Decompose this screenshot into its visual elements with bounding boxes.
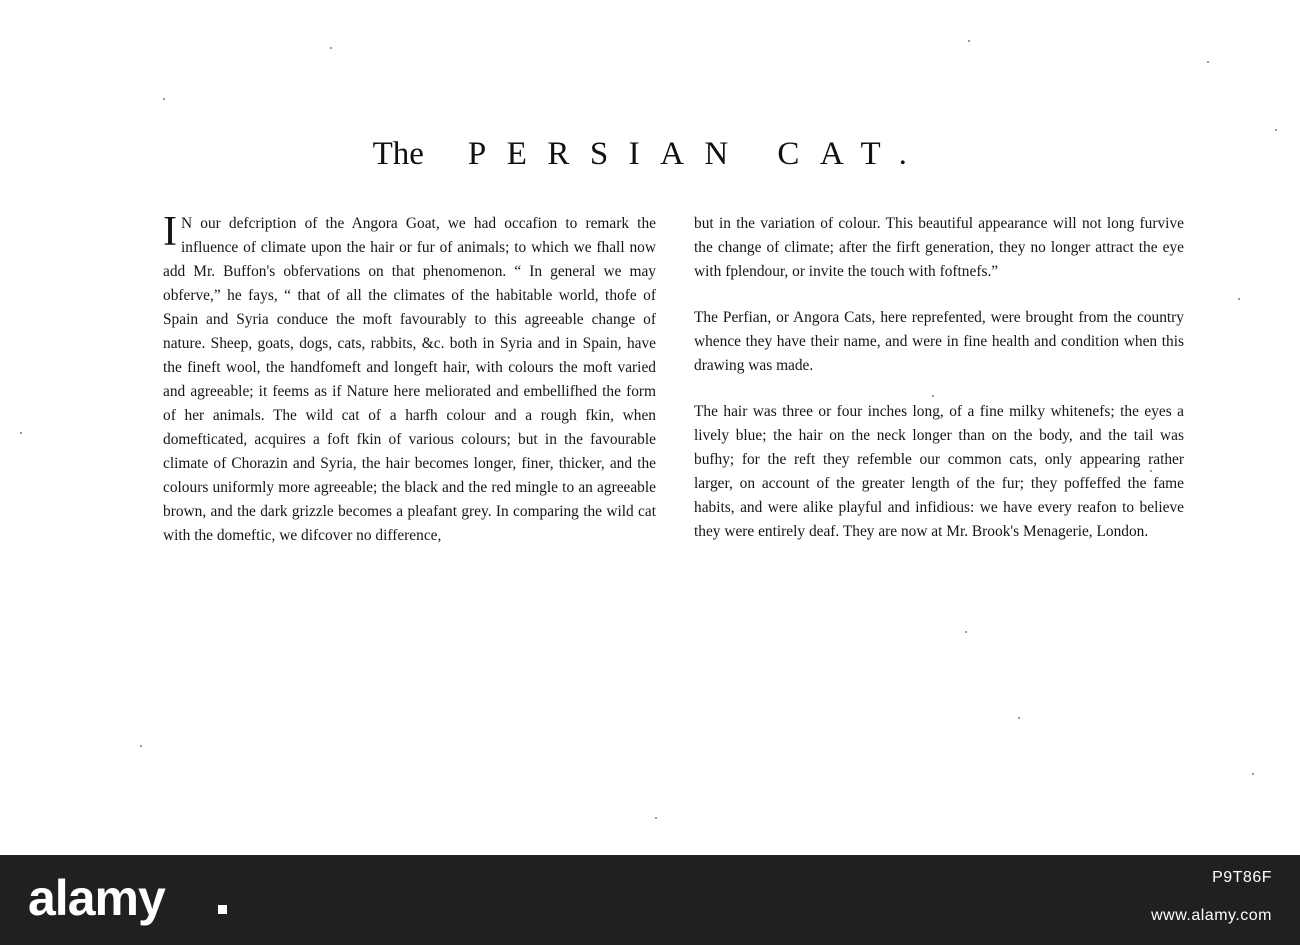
paper-speck [330,47,332,49]
paper-speck [1150,470,1152,472]
paper-speck [20,432,22,434]
right-paragraph-origin: The Perfian, or Angora Cats, here reprefented, were brought from the country whence they have their name, and were in fine health and condition when this drawing was made. [694,309,1184,374]
site-url: www.alamy.com [1151,907,1272,924]
left-paragraph [163,209,656,548]
paper-speck [163,98,165,100]
right-paragraph-description: The hair was three or four inches long, of a fine milky whitenefs; the eyes a lively blue; the hair on the neck longer than on the body, and the tail was bufhy; for the reft they refemble our common cats, only appearing rather larger, on account of the greater length of the fur; they poffeffed the fame habits, and were alike playful and infidious: we have every reafon to believe they were entirely deaf. They are now at Mr. Brook's Menagerie, London. [694,403,1184,540]
logo-square-icon [218,905,227,914]
paper-speck [140,745,142,747]
right-paragraph-continuation: but in the variation of colour. This beautiful appearance will not long furvive the change of climate; after the firft generation, they no longer attract the eye with fplendour, or invite the touch with foftnefs.” [694,215,1184,280]
title-word-the: The [372,136,424,172]
paper-speck [1018,717,1020,719]
title-persian-cat: PERSIAN CAT. [467,136,928,172]
paper-speck [1252,773,1254,775]
paper-speck [965,631,967,633]
paper-speck [932,395,934,397]
image-id: P9T86F [1212,869,1272,886]
left-paragraph-text: N our defcription of the Angora Goat, we had occafion to remark the influence of climate upon the hair or fur of animals; to which we fhall now add Mr. Buffon's obfervations on that phenomenon. “ In general we may obferve,” he fays, “ that of all the climates of the habitable world, thofe of Spain and Syria conduce the moft favourably to this agreeable change of nature. Sheep, goats, dogs, cats, rabbits, &c. both in Syria and in Spain, have the fineft wool, the handfomeft and longeft hair, with colours the moft varied and agreeable; it feems as if Nature here meliorated and embellifhed the form of her animals. The wild cat of a harfh colour and a rough fkin, when domefticated, acquires a foft fkin of various colours; but in the favourable climate of Chorazin and Syria, the hair becomes longer, finer, thicker, and the colours uniformly more agreeable; the black and the red mingle to an agreeable brown, and the dark grizzle becomes a pleafant grey. In comparing the wild cat with the domeftic, we difcover no difference, [163,215,656,544]
paper-speck [1275,129,1277,131]
paper-speck [1207,61,1209,63]
paper-speck [968,40,970,42]
left-text-column [163,209,656,548]
paper-speck [655,817,657,819]
right-text-column [694,212,1184,544]
page-title [0,136,1300,173]
paper-speck [1238,298,1240,300]
drop-cap: I [163,209,177,255]
alamy-logo: alamy [28,870,165,926]
watermark-banner [0,855,1300,945]
